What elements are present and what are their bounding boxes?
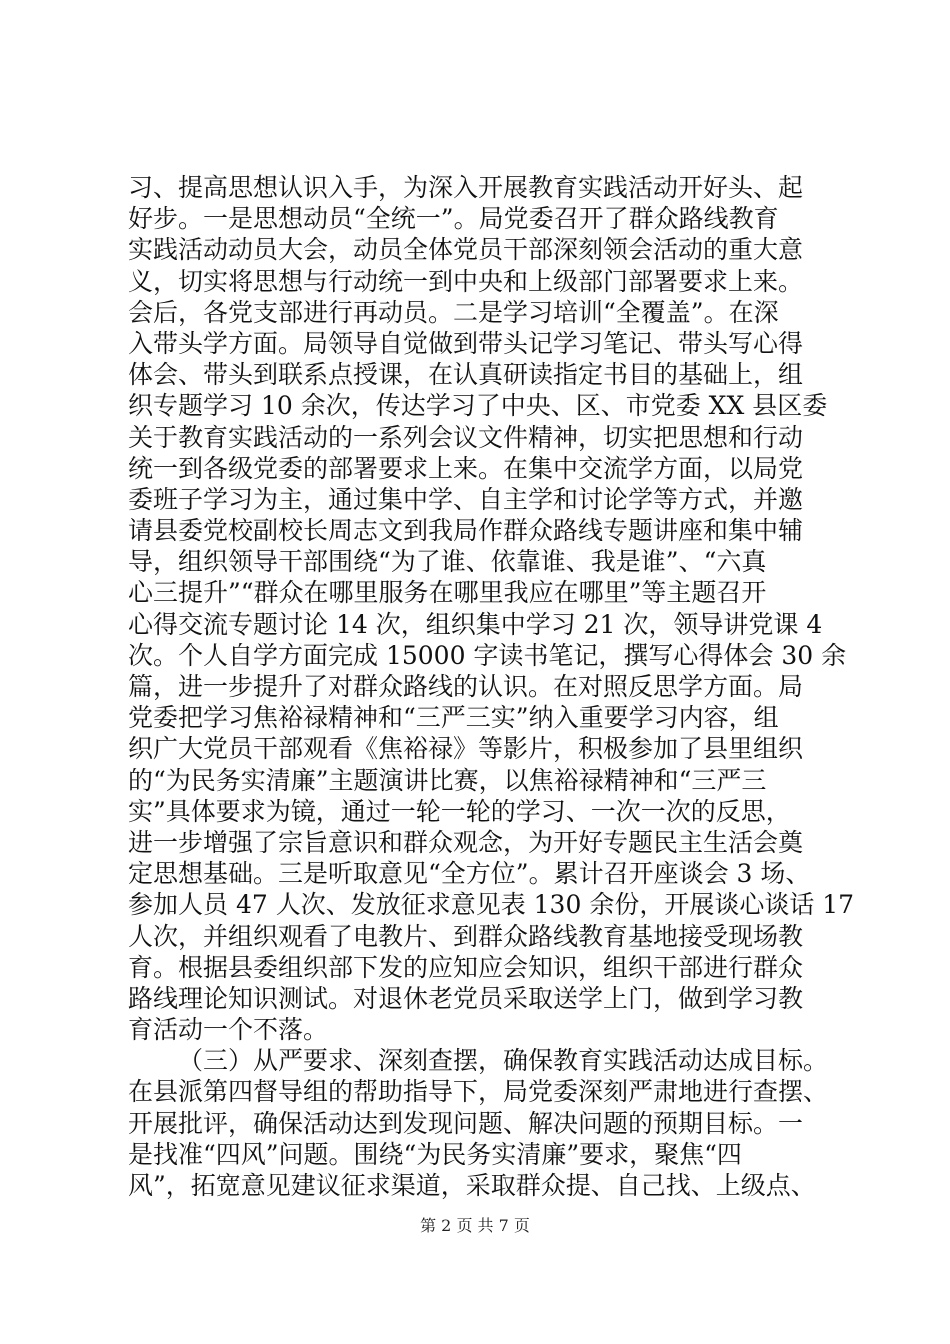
text-line: 参加人员 47 人次、发放征求意见表 130 余份，开展谈心谈话 17 — [128, 890, 855, 920]
text-line: 人次，并组织观看了电教片、到群众路线教育基地接受现场教 — [128, 921, 804, 951]
body-text — [128, 172, 853, 1201]
text-line: 开展批评，确保活动达到发现问题、解决问题的预期目标。一 — [128, 1108, 804, 1138]
text-line: 心三提升”“群众在哪里服务在哪里我应在哪里”等主题召开 — [128, 578, 767, 608]
text-line: 心得交流专题讨论 14 次，组织集中学习 21 次，领导讲党课 4 — [128, 609, 823, 639]
text-line: 实践活动动员大会，动员全体党员干部深刻领会活动的重大意 — [128, 235, 804, 265]
text-line: 关于教育实践活动的一系列会议文件精神，切实把思想和行动 — [128, 422, 804, 452]
text-line: 织广大党员干部观看《焦裕禄》等影片，积极参加了县里组织 — [128, 734, 804, 764]
text-line: 习、提高思想认识入手，为深入开展教育实践活动开好头、起 — [128, 173, 804, 202]
text-line: 路线理论知识测试。对退休老党员采取送学上门，做到学习教 — [128, 983, 804, 1013]
section-heading-line: （三）从严要求、深刻查摆，确保教育实践活动达成目标。 — [178, 1046, 829, 1076]
text-line: 实”具体要求为镜，通过一轮一轮的学习、一次一次的反思， — [128, 796, 791, 826]
text-line: 请县委党校副校长周志文到我局作群众路线专题讲座和集中辅 — [128, 516, 804, 546]
text-line: 育活动一个不落。 — [128, 1015, 329, 1045]
text-line: 入带头学方面。局领导自觉做到带头记学习笔记、带头写心得 — [128, 328, 804, 358]
text-line: 是找准“四风”问题。围绕“为民务实清廉”要求，聚焦“四 — [128, 1139, 742, 1169]
text-line: 会后，各党支部进行再动员。二是学习培训“全覆盖”。在深 — [128, 297, 779, 327]
text-line: 次。个人自学方面完成 15000 字读书笔记，撰写心得体会 30 余 — [128, 640, 847, 670]
text-line: 导，组织领导干部围绕“为了谁、依靠谁、我是谁”、“六真 — [128, 547, 767, 577]
text-line: 篇，进一步提升了对群众路线的认识。在对照反思学方面。局 — [128, 672, 804, 701]
text-line: 进一步增强了宗旨意识和群众观念，为开好专题民主生活会奠 — [128, 827, 804, 857]
text-line: 委班子学习为主，通过集中学、自主学和讨论学等方式，并邀 — [128, 484, 804, 514]
text-line: 党委把学习焦裕禄精神和“三严三实”纳入重要学习内容，组 — [128, 703, 779, 733]
text-line: 育。根据县委组织部下发的应知应会知识，组织干部进行群众 — [128, 952, 804, 982]
text-line: 定思想基础。三是听取意见“全方位”。累计召开座谈会 3 场、 — [128, 859, 811, 889]
text-line: 风”，拓宽意见建议征求渠道，采取群众提、自己找、上级点、 — [128, 1171, 816, 1200]
text-line: 体会、带头到联系点授课，在认真研读指定书目的基础上，组 — [128, 360, 804, 390]
text-line: 义，切实将思想与行动统一到中央和上级部门部署要求上来。 — [128, 266, 804, 296]
text-line: 织专题学习 10 余次，传达学习了中央、区、市党委 XX 县区委 — [128, 391, 828, 421]
text-line: 在县派第四督导组的帮助指导下，局党委深刻严肃地进行查摆、 — [128, 1077, 829, 1107]
text-line: 好步。一是思想动员“全统一”。局党委召开了群众路线教育 — [128, 204, 779, 234]
page-number-footer: 第 2 页 共 7 页 — [420, 1216, 530, 1235]
text-line: 统一到各级党委的部署要求上来。在集中交流学方面，以局党 — [128, 453, 804, 483]
text-line: 的“为民务实清廉”主题演讲比赛，以焦裕禄精神和“三严三 — [128, 765, 767, 795]
